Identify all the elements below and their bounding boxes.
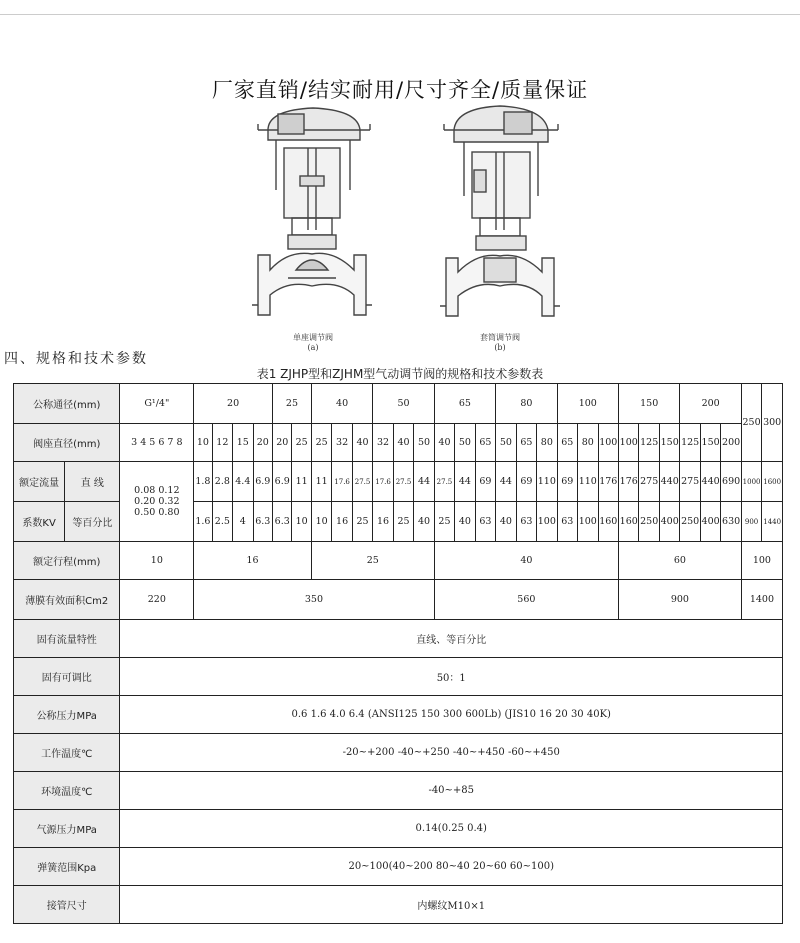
kv-pct-cell: 6.3: [273, 502, 292, 542]
kv-linear-cell: 440: [659, 462, 679, 502]
seat-cell: 125: [639, 424, 659, 462]
section-title: 四、规格和技术参数: [4, 351, 148, 367]
kv-pct-cell: 250: [680, 502, 700, 542]
seat-cell: 10: [194, 424, 212, 462]
kv-linear-cell: 6.9: [273, 462, 292, 502]
stroke-cell: 60: [619, 542, 742, 580]
spec-table: [13, 383, 783, 924]
temp-label: 工作温度℃: [14, 734, 120, 772]
seat-cell: 20: [273, 424, 292, 462]
kv-pct-cell: 25: [434, 502, 454, 542]
kv-linear-cell: 17.6: [332, 462, 352, 502]
kv-pct-cell: 63: [557, 502, 577, 542]
seat-cell: 40: [352, 424, 372, 462]
seat-cell: 100: [619, 424, 639, 462]
stroke-cell: 10: [120, 542, 194, 580]
page-headline: 厂家直销/结实耐用/尺寸齐全/质量保证: [211, 78, 589, 102]
seat-cell: 12: [212, 424, 232, 462]
row-kv-linear: [14, 462, 783, 502]
kv-pct-cell: 40: [496, 502, 516, 542]
sleeve-valve-drawing: [438, 100, 568, 352]
seat-cell: 125: [680, 424, 700, 462]
dn-40: 40: [311, 384, 372, 424]
row-rangeability: [14, 658, 783, 696]
kv-linear-cell: 110: [537, 462, 557, 502]
table-title: 表1 ZJHP型和ZJHM型气动调节阀的规格和技术参数表: [256, 367, 544, 381]
kv-pct-cell: 400: [659, 502, 679, 542]
top-divider: [0, 14, 800, 15]
dn-25: 25: [273, 384, 312, 424]
row-diaphragm-area: [14, 580, 783, 620]
pressure-label: 公称压力MPa: [14, 696, 120, 734]
kv-pct-cell: 16: [373, 502, 393, 542]
dn-20: 20: [194, 384, 273, 424]
kv-label-bottom: 系数KV: [14, 502, 65, 542]
seat-cell: 25: [311, 424, 331, 462]
kv-pct-cell: 6.3: [253, 502, 272, 542]
kv-pct-cell: 63: [516, 502, 536, 542]
dn-150: 150: [619, 384, 680, 424]
kv-linear-cell: 69: [516, 462, 536, 502]
right-figure-caption: 套筒调节阀 (b): [480, 333, 520, 352]
row-working-temp: [14, 734, 783, 772]
dn-200: 200: [680, 384, 741, 424]
char-value: 直线、等百分比: [120, 620, 783, 658]
kv-label-top: 额定流量: [14, 462, 65, 502]
kv-linear-cell: 275: [639, 462, 659, 502]
seat-cell: 150: [700, 424, 720, 462]
stroke-cell: 25: [311, 542, 434, 580]
kv-linear-cell: 6.9: [253, 462, 272, 502]
kv-pct-cell: 63: [475, 502, 495, 542]
kv-pct-cell: 160: [619, 502, 639, 542]
seat-cell: 32: [332, 424, 352, 462]
pipe-label: 接管尺寸: [14, 886, 120, 924]
row-flow-characteristic: [14, 620, 783, 658]
kv-pct-cell: 2.5: [212, 502, 232, 542]
char-label: 固有流量特性: [14, 620, 120, 658]
kv-linear-cell: 11: [311, 462, 331, 502]
row-spring-range: [14, 848, 783, 886]
kv-linear-cell: 1.8: [194, 462, 212, 502]
kv-pct-cell: 40: [455, 502, 475, 542]
kv-pct-cell: 25: [352, 502, 372, 542]
row-rated-stroke: [14, 542, 783, 580]
dn-65: 65: [434, 384, 495, 424]
ratio-label: 固有可调比: [14, 658, 120, 696]
area-cell: 560: [434, 580, 618, 620]
kv-linear-cell: 275: [680, 462, 700, 502]
row-nominal-dn: [14, 384, 783, 424]
left-figure-caption: 单座调节阀 (a): [293, 333, 333, 352]
pressure-value: 0.6 1.6 4.0 6.4 (ANSI125 150 300 600Lb) (JIS10 16 20 30 40K): [120, 696, 783, 734]
temp-value: -20~+200 -40~+250 -40~+450 -60~+450: [120, 734, 783, 772]
kv-linear-cell: 44: [496, 462, 516, 502]
seat-small-values: 3 4 5 6 7 8: [120, 424, 194, 462]
kv-linear-cell: 44: [414, 462, 434, 502]
spring-value: 20~100(40~200 80~40 20~60 60~100): [120, 848, 783, 886]
stroke-cell: 16: [194, 542, 312, 580]
kv-linear-cell: 110: [578, 462, 598, 502]
seat-cell: 40: [393, 424, 413, 462]
seat-diameter-label: 阀座直径(mm): [14, 424, 120, 462]
stroke-cell: 100: [741, 542, 782, 580]
seat-cell: 65: [516, 424, 536, 462]
kv-linear-label: 直 线: [65, 462, 120, 502]
kv-linear-cell: 17.6: [373, 462, 393, 502]
air-label: 气源压力MPa: [14, 810, 120, 848]
seat-cell: 20: [253, 424, 272, 462]
kv-linear-cell: 4.4: [233, 462, 253, 502]
kv-pct-cell: 25: [393, 502, 413, 542]
seat-cell: 100: [598, 424, 618, 462]
kv-pct-cell: 250: [639, 502, 659, 542]
env-label: 环境温度℃: [14, 772, 120, 810]
dn-250: 250: [741, 384, 761, 462]
pipe-value: 内螺纹M10×1: [120, 886, 783, 924]
kv-linear-cell: 11: [292, 462, 311, 502]
kv-pct-cell: 40: [414, 502, 434, 542]
seat-cell: 40: [434, 424, 454, 462]
area-cell: 1400: [741, 580, 782, 620]
air-value: 0.14(0.25 0.4): [120, 810, 783, 848]
kv-percent-label: 等百分比: [65, 502, 120, 542]
area-cell: 900: [619, 580, 742, 620]
kv-pct-cell: 630: [721, 502, 741, 542]
kv-linear-cell: 27.5: [393, 462, 413, 502]
single-seat-valve-drawing: [248, 100, 378, 352]
kv-pct-cell: 160: [598, 502, 618, 542]
area-cell: 220: [120, 580, 194, 620]
seat-cell: 150: [659, 424, 679, 462]
dn-50: 50: [373, 384, 434, 424]
seat-cell: 80: [537, 424, 557, 462]
row-seat-diameter: [14, 424, 783, 462]
seat-cell: 65: [475, 424, 495, 462]
kv-linear-cell: 440: [700, 462, 720, 502]
kv-linear-cell: 44: [455, 462, 475, 502]
kv-linear-cell: 2.8: [212, 462, 232, 502]
kv-pct-cell: 900: [741, 502, 761, 542]
kv-pct-cell: 1440: [762, 502, 783, 542]
stroke-label: 额定行程(mm): [14, 542, 120, 580]
nominal-dn-label: 公称通径(mm): [14, 384, 120, 424]
row-pipe-size: [14, 886, 783, 924]
env-value: -40~+85: [120, 772, 783, 810]
row-ambient-temp: [14, 772, 783, 810]
dn-80: 80: [496, 384, 557, 424]
kv-pct-cell: 16: [332, 502, 352, 542]
kv-pct-cell: 100: [537, 502, 557, 542]
kv-linear-cell: 176: [598, 462, 618, 502]
kv-linear-cell: 27.5: [434, 462, 454, 502]
seat-cell: 50: [414, 424, 434, 462]
kv-pct-cell: 100: [578, 502, 598, 542]
kv-linear-cell: 176: [619, 462, 639, 502]
seat-cell: 50: [496, 424, 516, 462]
seat-cell: 15: [233, 424, 253, 462]
kv-linear-cell: 69: [557, 462, 577, 502]
stroke-cell: 40: [434, 542, 618, 580]
kv-pct-cell: 10: [292, 502, 311, 542]
g-thread-label: G¹/4": [120, 384, 194, 424]
seat-cell: 65: [557, 424, 577, 462]
seat-cell: 200: [721, 424, 741, 462]
dn-100: 100: [557, 384, 618, 424]
kv-linear-cell: 69: [475, 462, 495, 502]
seat-cell: 25: [292, 424, 311, 462]
kv-pct-cell: 4: [233, 502, 253, 542]
seat-cell: 80: [578, 424, 598, 462]
row-air-supply: [14, 810, 783, 848]
kv-linear-cell: 1000: [741, 462, 761, 502]
kv-linear-cell: 27.5: [352, 462, 372, 502]
kv-linear-cell: 690: [721, 462, 741, 502]
row-nominal-pressure: [14, 696, 783, 734]
area-label: 薄膜有效面积Cm2: [14, 580, 120, 620]
dn-300: 300: [762, 384, 783, 462]
ratio-value: 50：1: [120, 658, 783, 696]
kv-pct-cell: 1.6: [194, 502, 212, 542]
kv-pct-cell: 400: [700, 502, 720, 542]
area-cell: 350: [194, 580, 435, 620]
kv-pct-cell: 10: [311, 502, 331, 542]
kv-linear-cell: 1600: [762, 462, 783, 502]
seat-cell: 32: [373, 424, 393, 462]
spring-label: 弹簧范围Kpa: [14, 848, 120, 886]
kv-small-values: 0.08 0.12 0.20 0.32 0.50 0.80: [120, 462, 194, 542]
seat-cell: 50: [455, 424, 475, 462]
